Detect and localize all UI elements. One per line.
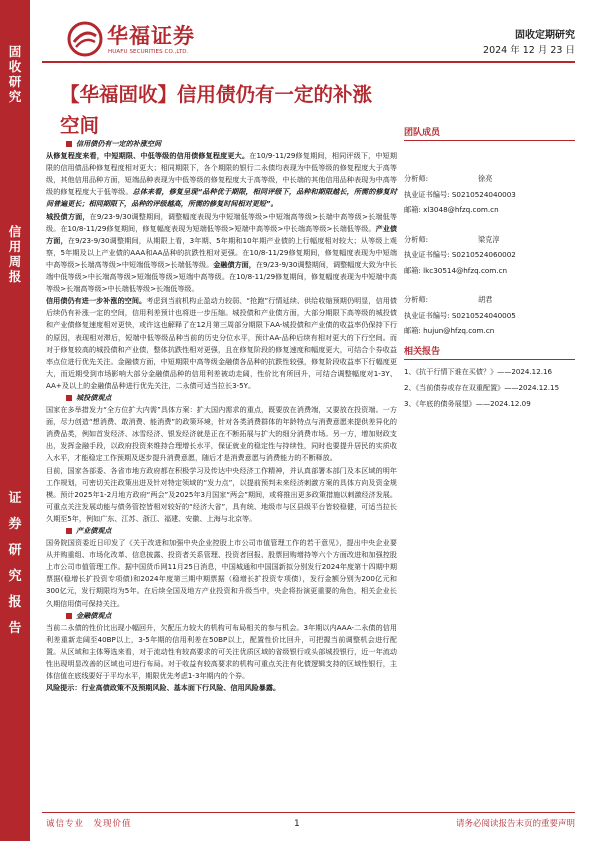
mail-label: 邮箱: [404,205,421,214]
section-heading: 信用债仍有一定的补涨空间 [46,138,397,150]
body-text: 考虑到当前机构止盈动力较弱、“抢跑”行情延续、供给收缩预期仍明显，信用债后续仍有补涨一定的空间，信用利差预计也将进一步压缩。城投债和产业债方面，大部分期限下高等级的城投债和产业债修复速度相对更快，或许这也解释了在12月第三周部分期限下AA-城投债和产业债的收益率仍保持下行的原因，表现相对滞后，短端中低等级品种当前的历史分位水平，预计AA-品种后续有相对更大的下行空间。而对于修复较高的城投债和产业债，整体抗跌性相对更强，且在修复阶段的修复速度和幅度更大，可结合个券收益率点位进行优先关注。金融债方面，中短期限中高等级金融债各品种的抗跌性较强，修复阶段收益率下行幅度更大，而近期受到市场影响大部分金融债品种的信用利差被动走阔，性价比有所回升，可结合调整幅度对1-3Y、AA+及以上的金融债品种进行优先关注，二永债可适当拉长3-5Y。 [46,296,397,390]
section-heading: 金融债观点 [46,610,397,622]
paragraph [46,211,397,296]
header-divider [42,61,575,63]
bold-lead: 从修复程度来看，中短期限、中低等级的信用债修复程度更大。 [46,151,250,161]
analyst-card [404,171,575,218]
mail-label: 邮箱: [404,265,421,275]
risk-warning: 风险提示：行业高债政策不及预期风险、基本面下行风险、信用风险暴露。 [46,683,281,693]
bold-lead: 城投债方面， [46,211,90,221]
paragraph: 国家在多举措发力“全方位扩大内需”具体方案：扩大国内需求的重点，既要放在消费端，又要放在投资端。一方面，尽力创造“想消费、敢消费、能消费”的政策环境，针对各类消费群体的年龄特点与消费意愿来提供差异化的消费品类，例如首发经济、冰雪经济、银发经济就是正在不断拓展与扩大的细分消费市场。另一方，增加财政支出，发挥金融手段，以政府投资来维持合理增长水平，保证就业的稳定性与持续性，同时也要提升居民的实质收入水平，才能稳定工作预期及逐步提升消费意愿，随后才是消费意愿与消费能力的不断释放。 [46,405,397,463]
paragraph: 国务院国资委近日印发了《关于改进和加强中央企业控股上市公司市值管理工作的若干意见》，提出中央企业要从并购重组、市场化改革、信息披露、投资者关系管理、投资者回报、股票回购增持等六个方面改进和加强控股上市公司市值管理工作。据中国货币网11月25日消息，中国城通和中国国新拟分别发行2024年度第十四期中期票据(稳增长扩投资专项债)和2024年度第三期中期票据（稳增长扩投资专项债），发行金额分别为200亿元和300亿元，发行期限均为5年。在后续全国及地方产业投资和升级当中，央企将扮演更重要的角色，相关企业长久期信用债可保持关注。 [46,538,397,608]
footer-slogan: 诚信专业 发现价值 [46,819,132,829]
paragraph: 当前二永债的性价比出现小幅回升，欠配压力较大的机构可布局相关的参与机会。3年期以内AAA-二永债的信用利差重新走阔至40BP以上，3-5年期的信用利差在50BP以上，配置性价比回升，可把握当前调整机会进行配置。从区域和主体筹选来看，对于流动性有较高要求的可关注优质区域的省级银行或头部城投银行，近一年流动性出现明显改善的区域也可进行布局。对于收益有较高要求的机构可重点关注有化债逻辑支持的区域性银行，主体信值在底线要好于平均水平，期限优先考虑1-3年期内的个券。 [46,622,397,681]
section-heading: 城投债观点 [46,392,397,404]
related-reports [404,344,575,409]
bold-lead: 信用债仍有进一步补涨的空间。 [46,296,147,306]
report-title-line1: 【华福固收】信用债仍有一定的补涨 [60,83,373,106]
analyst-name: 胡君 [478,295,493,304]
cert-label: 执业证书编号: [404,310,450,320]
analyst-role: 分析师: [404,295,428,304]
cert-number: S0210524060002 [451,250,516,259]
page-number: 1 [294,819,300,829]
cert-label: 执业证书编号: [404,250,450,259]
related-report-link[interactable]: 1、《抗干行情下谁在买债？》——2024.12.16 [404,367,552,376]
section-heading: 产业债观点 [46,525,397,537]
logo-name: 华福证券 [107,24,195,48]
mail-label: 邮箱: [404,326,421,335]
logo-english-name: HUAFU SECURITIES CO.,LTD. [108,49,189,55]
report-title-line2: 空间 [60,114,100,137]
main-content [46,138,397,694]
sidebar-label-fixed-income: 固 收 研 究 [8,44,22,104]
analyst-role: 分析师: [404,174,428,183]
body-text: 在10/9-11/29修复期间，相同评级下，中短期限的信用债品种修复程度相对更大；相同期限下，各个期限的银行二永债均表现为中低等级的修复程度大于高等级，其他信用品种方面，短端品种表现为中低等级的修复程度大于高等级，中长端的其他信用品种表现为中高等级的修复程度大于低等级。 [46,151,397,197]
company-logo [66,20,216,60]
cert-number: S0210524040003 [451,189,516,199]
related-heading: 相关报告 [404,344,575,360]
footer-divider [42,812,575,813]
analyst-name: 徐亮 [478,174,493,183]
analyst-email[interactable]: hujun@hfzq.com.cn [423,326,495,335]
footer-disclaimer: 请务必阅读报告末页的重要声明 [455,819,575,829]
bold-lead: 金融债方面， [213,259,256,269]
paragraph: 目前，国家各部委、各省市地方政府都在积极学习及传达中央经济工作精神，并认真部署本部门及本区域的明年工作规划，可密切关注政策出进及针对特定领域的“发力点”，以提前预判未来经济刺激方案的具体方向及资金规模。预计2025年1-2月地方政府“两会”及2025年3月国家“两会”期间，或将推出更多政策措施以刺激经济发展。可重点关注发展动能与债务管控皆相对较好的“经济大省”，具有统、地级市与区县级平台皆较稳健，可适当拉长久期至5年，例如广东、江苏、浙江、福建、安徽、上海与北京等。 [46,465,397,523]
analyst-card [404,232,575,279]
related-report-link[interactable]: 3、《年底的债务展望》——2024.12.09 [404,399,531,408]
paragraph [46,150,397,210]
sidebar-label-securities-report: 证 券 研 究 报 告 [8,491,22,636]
analyst-name: 梁克淳 [478,234,500,244]
bold-conclusion: 总体来看，修复呈现“品种优于期限，相同评级下，品种和期限越长，所需的修复时间普遍更长；相同期限下，品种的评级越高，所需的修复时间相对更短”。 [46,187,397,209]
analyst-card [404,292,575,339]
body-text: 在9/23-9/30调整期间，调整幅度大致为中长端中低等级>中长端高等级>短端低等级>短端中高等级。在10/8-11/29修复期间，修复幅度表现为中短端中高等级>长端高等级>中长端低等级>长端低等级。 [46,259,397,294]
related-report-link[interactable]: 2、《当前债券或存在双重配置》——2024.12.15 [404,383,560,392]
sidebar-label-credit-weekly: 信 用 周 报 [8,224,22,284]
sidebar [0,0,30,841]
report-date: 2024 年 12 月 23 日 [483,45,575,56]
report-type: 固收定期研究 [515,30,575,41]
analyst-email[interactable]: lkc30514@hfzq.com.cn [423,265,508,275]
team-panel [404,125,575,339]
bold-lead: 产业债方面， [46,223,397,245]
logo-emblem-icon [66,20,104,58]
cert-number: S0210524040005 [451,310,516,320]
body-text: 在9/23-9/30调整期间，调整幅度表现为中短端低等级>中短端高等级>长端中高等级>长端低等级。在10/8-11/29修复期间，修复幅度表现为短端低等级>短端中高等级>中长端高等级>长端低等级。 [46,211,397,233]
team-heading: 团队成员 [404,125,575,141]
paragraph [46,295,397,392]
body-text: 在9/23-9/30调整期间，从期限上看，3年期、5年期和10年期产业债的上行幅度相对较大；从等级上观察，5年期及以上产业债的AAA和AA品种的抗跌性相对更强。在10/8-11/29修复期间，修复幅度表现为中短端中高等级>长端高等级>中短端低等级>长端低等级。 [46,235,397,269]
analyst-email[interactable]: xl3048@hfzq.com.cn [423,205,499,214]
cert-label: 执业证书编号: [404,189,450,199]
analyst-role: 分析师: [404,234,428,244]
